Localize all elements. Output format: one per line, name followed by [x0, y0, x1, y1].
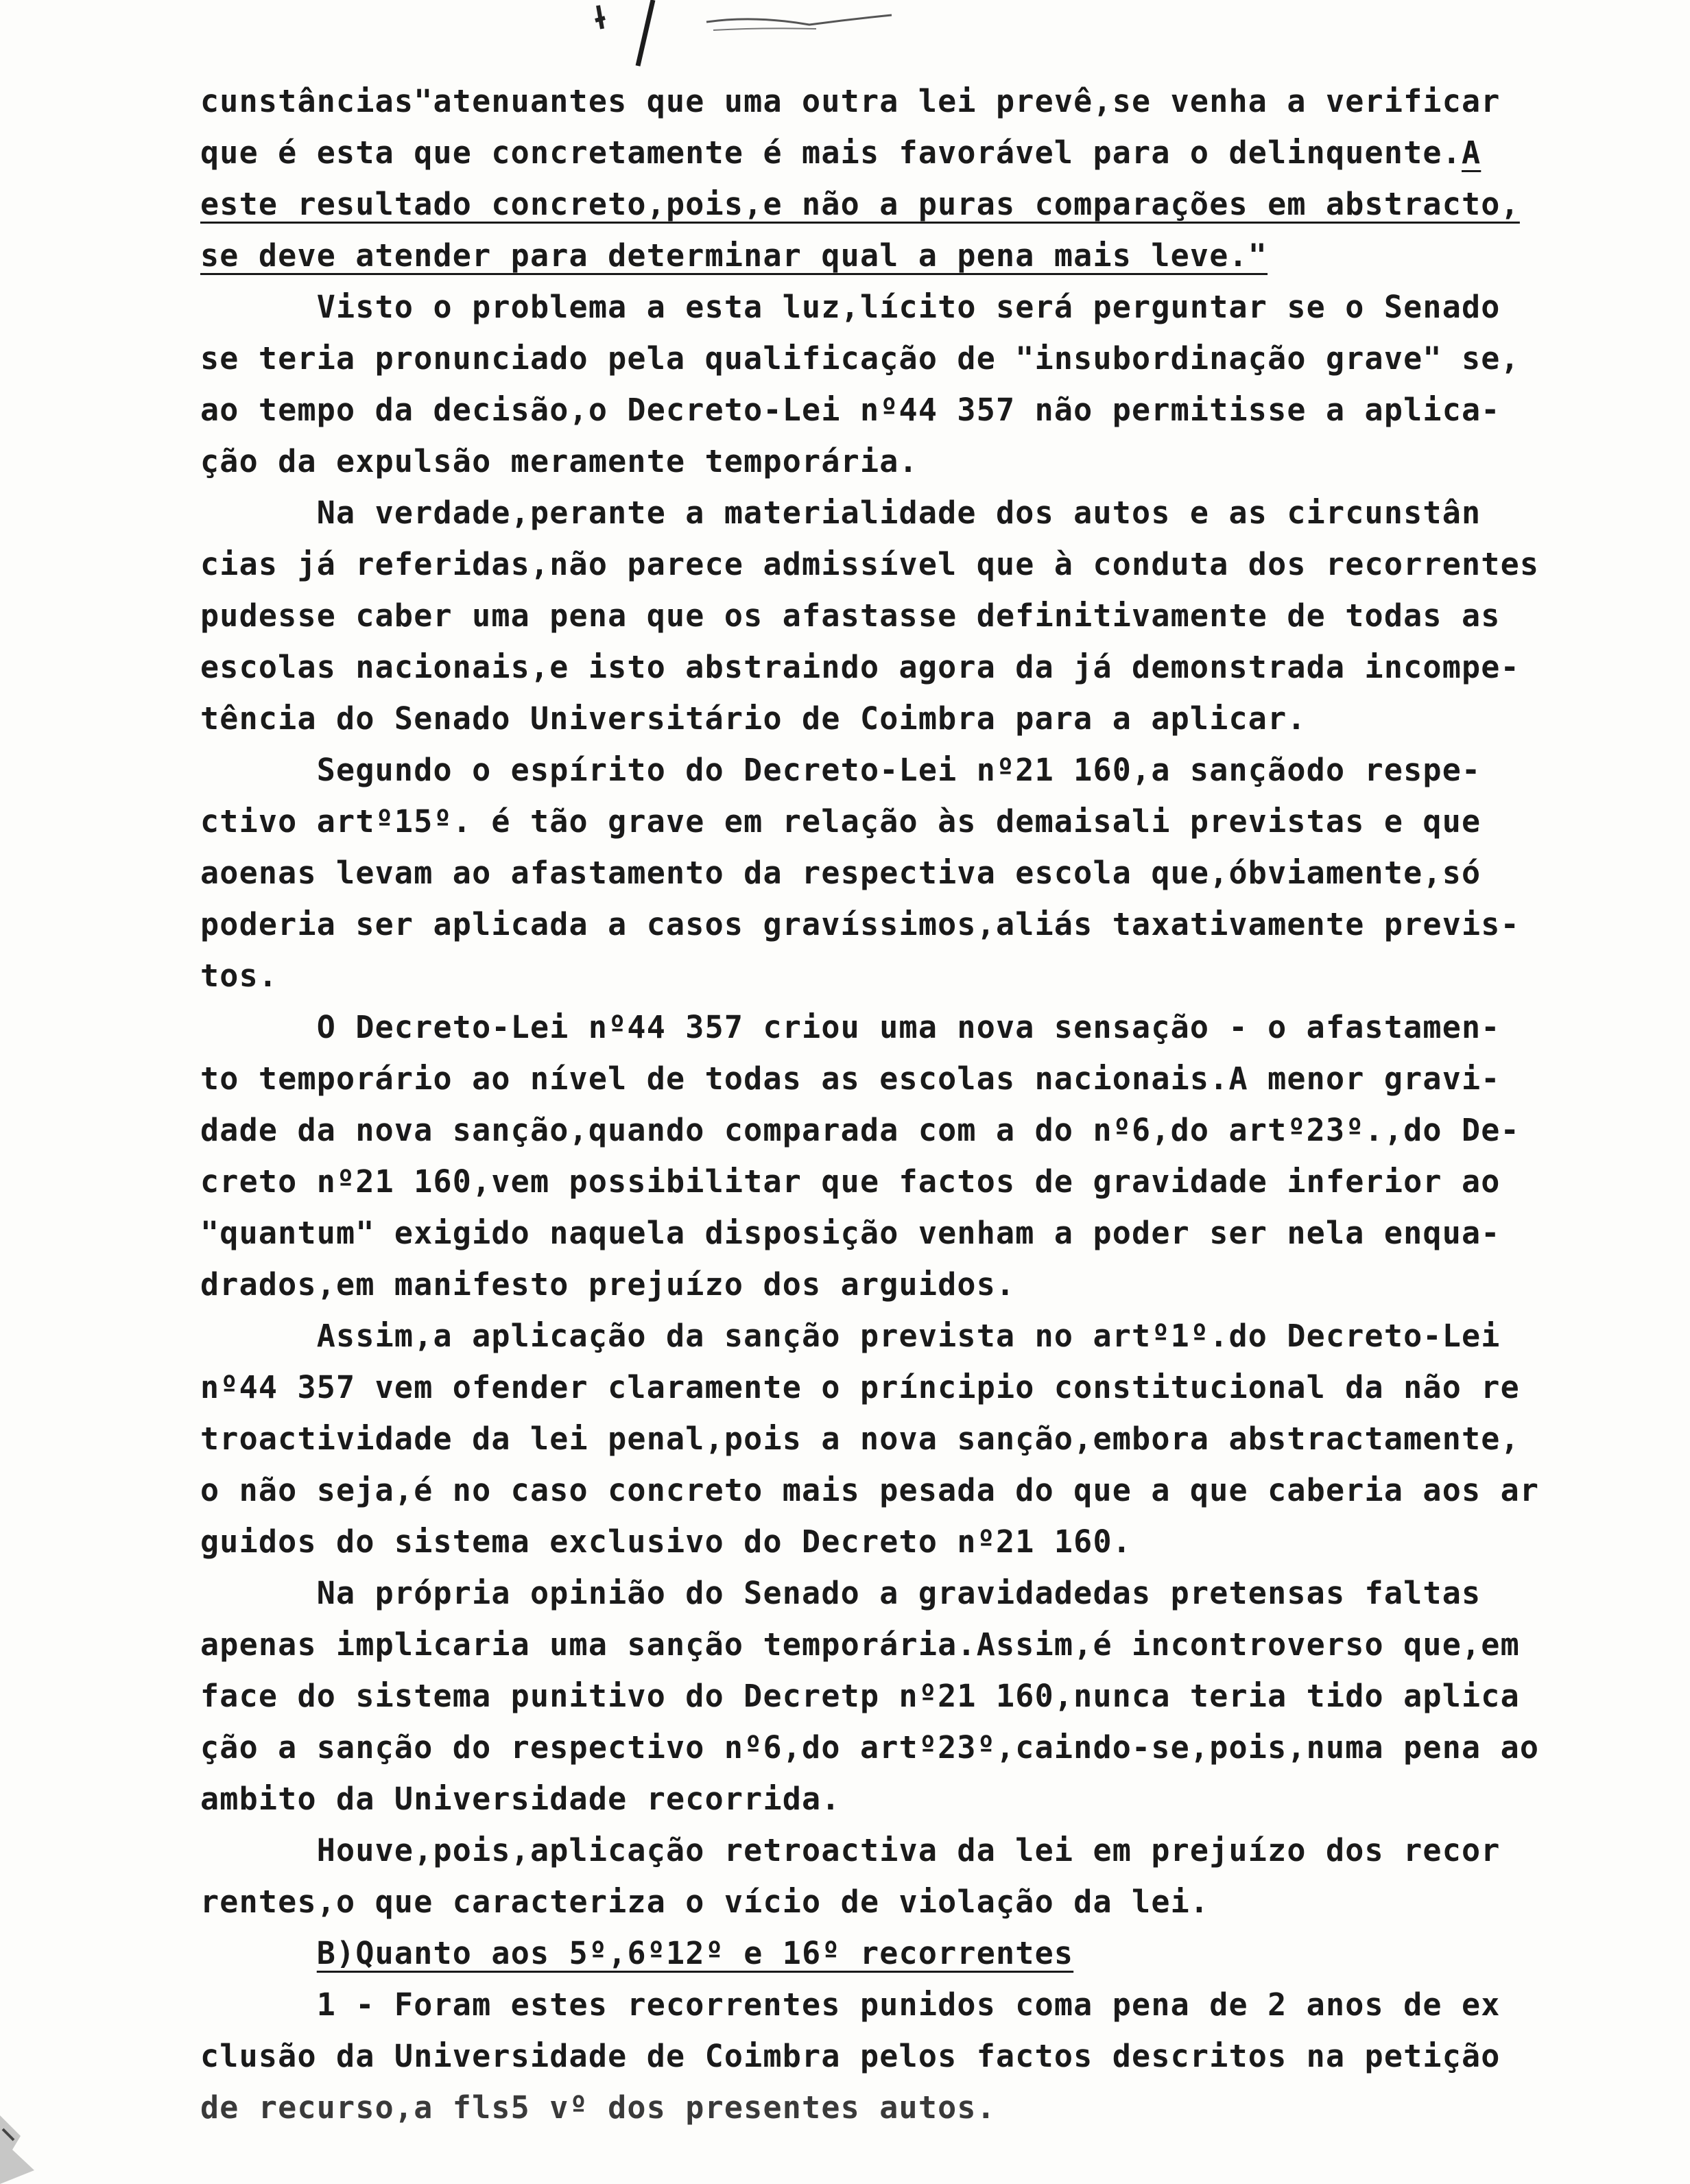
text-line: Na própria opinião do Senado a gravidadedas pretensas faltas — [200, 1575, 1481, 1611]
text-line: poderia ser aplicada a casos gravíssimos,aliás taxativamente previs- — [200, 906, 1520, 942]
text-line: Segundo o espírito do Decreto-Lei nº21 160,a sançãodo respe- — [200, 752, 1481, 788]
text-span: que é esta que concretamente é mais favorável para o delinquente. — [200, 134, 1462, 171]
text-line: aoenas levam ao afastamento da respectiva escola que,óbviamente,só — [200, 855, 1481, 891]
text-line: o não seja,é no caso concreto mais pesada do que a que caberia aos ar — [200, 1472, 1540, 1508]
text-line: troactividade da lei penal,pois a nova sanção,embora abstractamente, — [200, 1421, 1520, 1457]
text-line: ctivo artº15º. é tão grave em relação às demaisali previstas e que — [200, 803, 1481, 840]
text-line: clusão da Universidade de Coimbra pelos factos descritos na petição — [200, 2038, 1501, 2074]
text-line: face do sistema punitivo do Decretp nº21 160,nunca teria tido aplica — [200, 1678, 1520, 1714]
section-heading-text: B)Quanto aos 5º,6º12º e 16º recorrentes — [316, 1935, 1074, 1971]
text-line: pudesse caber uma pena que os afastasse definitivamente de todas as — [200, 597, 1501, 634]
underlined-text-line: este resultado concreto,pois,e não a puras comparações em abstracto, — [200, 186, 1520, 222]
text-line: rentes,o que caracteriza o vício de violação da lei. — [200, 1884, 1210, 1920]
text-line: nº44 357 vem ofender claramente o príncipio constitucional da não re — [200, 1369, 1520, 1405]
text-line: tência do Senado Universitário de Coimbra para a aplicar. — [200, 700, 1307, 737]
scan-artifact-mark — [590, 0, 905, 75]
text-line: escolas nacionais,e isto abstraindo agora da já demonstrada incompe- — [200, 649, 1520, 685]
text-line — [200, 132, 1481, 174]
text-line: se teria pronunciado pela qualificação de "insubordinação grave" se, — [200, 340, 1520, 377]
text-line: de recurso,a fls5 vº dos presentes autos. — [200, 2089, 996, 2126]
section-heading — [200, 1933, 1073, 1974]
text-line: cias já referidas,não parece admissível que à conduta dos recorrentes — [200, 546, 1540, 582]
text-line: to temporário ao nível de todas as escolas nacionais.A menor gravi- — [200, 1060, 1501, 1097]
text-line: guidos do sistema exclusivo do Decreto nº21 160. — [200, 1523, 1132, 1560]
text-line: Assim,a aplicação da sanção prevista no artº1º.do Decreto-Lei — [200, 1318, 1501, 1354]
text-line: Visto o problema a esta luz,lícito será perguntar se o Senado — [200, 289, 1501, 325]
text-line: "quantum" exigido naquela disposição venham a poder ser nela enqua- — [200, 1215, 1501, 1251]
text-line: apenas implicaria uma sanção temporária.Assim,é incontroverso que,em — [200, 1626, 1520, 1663]
text-line: creto nº21 160,vem possibilitar que factos de gravidade inferior ao — [200, 1163, 1501, 1200]
text-line: cunstâncias"atenuantes que uma outra lei prevê,se venha a verificar — [200, 83, 1501, 119]
text-line: O Decreto-Lei nº44 357 criou uma nova sensação - o afastamen- — [200, 1009, 1501, 1045]
text-line: ção a sanção do respectivo nº6,do artº23º,caindo-se,pois,numa pena ao — [200, 1729, 1540, 1766]
underlined-text: A — [1462, 134, 1481, 171]
text-line: Na verdade,perante a materialidade dos autos e as circunstân — [200, 495, 1481, 531]
underlined-text-line: se deve atender para determinar qual a pena mais leve." — [200, 237, 1268, 274]
text-line: drados,em manifesto prejuízo dos arguidos. — [200, 1266, 1016, 1303]
text-line: Houve,pois,aplicação retroactiva da lei em prejuízo dos recor — [200, 1832, 1501, 1868]
text-line: ao tempo da decisão,o Decreto-Lei nº44 357 não permitisse a aplica- — [200, 392, 1501, 428]
text-line: ambito da Universidade recorrida. — [200, 1781, 841, 1817]
text-line: ção da expulsão meramente temporária. — [200, 443, 918, 479]
text-line: tos. — [200, 958, 278, 994]
text-line: dade da nova sanção,quando comparada com a do nº6,do artº23º.,do De- — [200, 1112, 1520, 1148]
scan-corner-artifact — [0, 2088, 62, 2184]
text-line: 1 - Foram estes recorrentes punidos coma pena de 2 anos de ex — [200, 1986, 1501, 2023]
